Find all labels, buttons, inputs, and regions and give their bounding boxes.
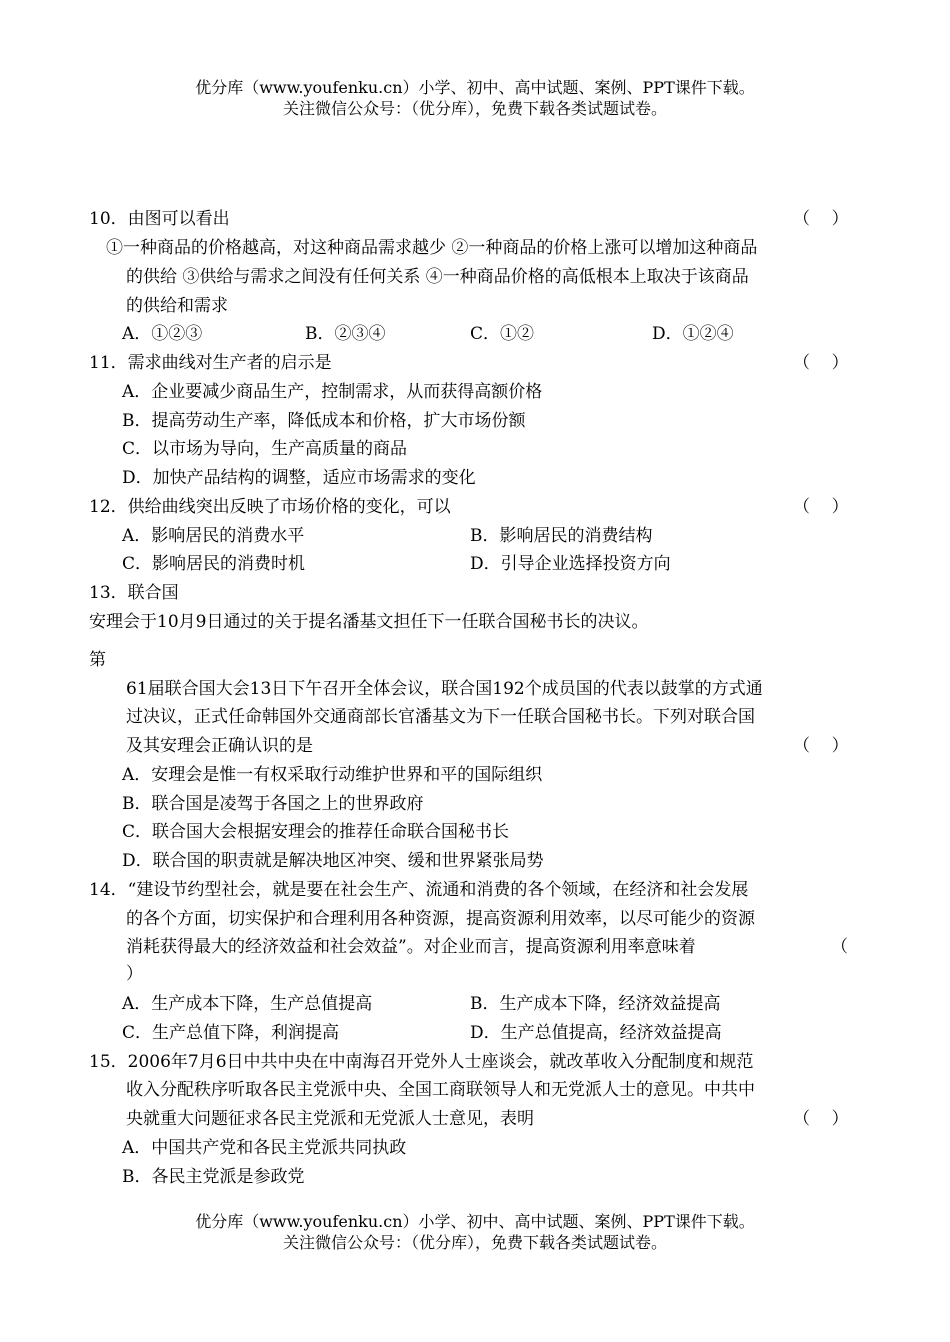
q13-line-4: 过决议，正式任命韩国外交通商部长官潘基文为下一任联合国秘书长。下列对联合国	[126, 707, 755, 727]
q12-option-b: B．影响居民的消费结构	[470, 526, 653, 546]
q10-line-1: ①一种商品的价格越高，对这种商品需求越少 ②一种商品的价格上涨可以增加这种商品	[106, 238, 758, 258]
q12-option-a: A．影响居民的消费水平	[122, 526, 305, 546]
q10-option-d: D．①②④	[652, 324, 734, 344]
q15-line-2: 收入分配秩序听取各民主党派中央、全国工商联领导人和无党派人士的意见。中共中	[126, 1080, 755, 1100]
q14-paren-open: （	[831, 937, 848, 957]
q14-paren-close: ）	[126, 964, 143, 984]
q10-line-3: 的供给和需求	[126, 296, 228, 316]
header-line-2: 关注微信公众号：（优分库），免费下载各类试题试卷。	[282, 99, 667, 118]
q12-option-c: C．影响居民的消费时机	[122, 554, 306, 574]
header-line-1: 优分库（www.youfenku.cn）小学、初中、高中试题、案例、PPT课件下载。	[195, 78, 755, 97]
q11-option-b: B．提高劳动生产率，降低成本和价格，扩大市场份额	[122, 411, 526, 431]
q13-option-c: C．联合国大会根据安理会的推荐任命联合国秘书长	[122, 822, 510, 842]
q13-line-3: 61届联合国大会13日下午召开全体会议，联合国192个成员国的代表以鼓掌的方式通	[126, 679, 763, 699]
q13-line-5: 及其安理会正确认识的是	[126, 736, 313, 756]
q14-option-a: A．生产成本下降，生产总值提高	[122, 994, 373, 1014]
q14-line-2: 的各个方面，切实保护和合理利用各种资源，提高资源利用效率，以尽可能少的资源	[126, 909, 755, 929]
q10-stem: 10．由图可以看出	[89, 209, 230, 229]
q14-line-1: 14．“建设节约型社会，就是要在社会生产、流通和消费的各个领域，在经济和社会发展	[89, 880, 749, 900]
q14-line-3: 消耗获得最大的经济效益和社会效益”。对企业而言，提高资源利用率意味着	[126, 937, 696, 957]
q10-option-c: C．①②	[470, 324, 535, 344]
q15-line-3: 央就重大问题征求各民主党派和无党派人士意见，表明	[126, 1109, 534, 1129]
footer-line-1: 优分库（www.youfenku.cn）小学、初中、高中试题、案例、PPT课件下载。	[195, 1212, 755, 1231]
q14-option-d: D．生产总值提高，经济效益提高	[470, 1023, 722, 1043]
q13-stem: 13．联合国	[89, 583, 179, 603]
q13-option-d: D．联合国的职责就是解决地区冲突、缓和世界紧张局势	[122, 851, 544, 871]
footer-line-2: 关注微信公众号：（优分库），免费下载各类试题试卷。	[282, 1233, 667, 1252]
q11-answer-paren: （ ）	[793, 353, 849, 373]
q10-option-b: B．②③④	[305, 324, 386, 344]
q13-answer-paren: （ ）	[793, 736, 849, 756]
q15-option-b: B．各民主党派是参政党	[122, 1167, 305, 1187]
q15-line-1: 15．2006年7月6日中共中央在中南海召开党外人士座谈会，就改革收入分配制度和规范	[89, 1052, 754, 1072]
q13-line-1: 安理会于10月9日通过的关于提名潘基文担任下一任联合国秘书长的决议。	[89, 612, 649, 632]
q10-answer-paren: （ ）	[793, 209, 849, 229]
q15-answer-paren: （ ）	[793, 1109, 849, 1129]
q14-option-b: B．生产成本下降，经济效益提高	[470, 994, 721, 1014]
q14-option-c: C．生产总值下降，利润提高	[122, 1023, 340, 1043]
q10-line-2: 的供给 ③供给与需求之间没有任何关系 ④一种商品价格的高低根本上取决于该商品	[126, 267, 749, 287]
q11-stem: 11．需求曲线对生产者的启示是	[89, 353, 332, 373]
q12-option-d: D．引导企业选择投资方向	[470, 554, 671, 574]
q11-option-a: A．企业要减少商品生产，控制需求，从而获得高额价格	[122, 382, 543, 402]
q12-answer-paren: （ ）	[793, 497, 849, 517]
q13-option-a: A．安理会是惟一有权采取行动维护世界和平的国际组织	[122, 765, 543, 785]
q11-option-d: D．加快产品结构的调整，适应市场需求的变化	[122, 468, 476, 488]
q15-option-a: A．中国共产党和各民主党派共同执政	[122, 1138, 407, 1158]
q10-option-a: A．①②③	[122, 324, 203, 344]
q13-option-b: B．联合国是凌驾于各国之上的世界政府	[122, 794, 424, 814]
q13-line-2: 第	[89, 650, 106, 670]
q12-stem: 12．供给曲线突出反映了市场价格的变化，可以	[89, 497, 451, 517]
q11-option-c: C．以市场为导向，生产高质量的商品	[122, 439, 408, 459]
